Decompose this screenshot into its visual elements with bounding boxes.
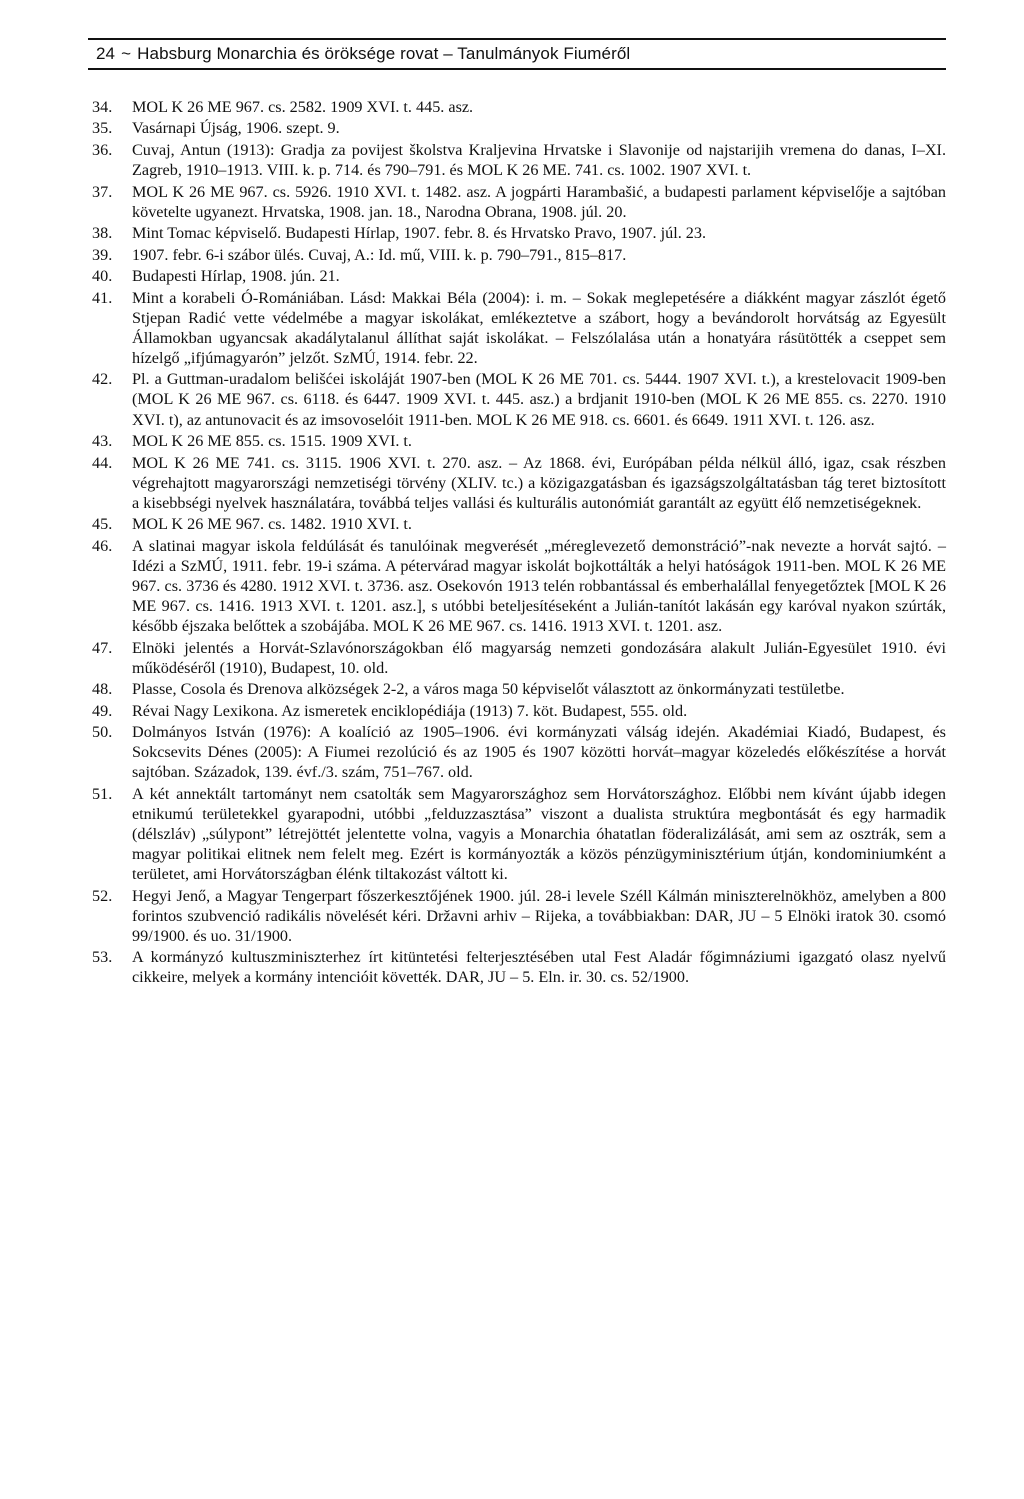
endnote-text: Mint Tomac képviselő. Budapesti Hírlap, 1907. febr. 8. és Hrvatsko Pravo, 1907. júl. 23. [132,224,707,243]
endnote-number: 38. [92,224,113,243]
endnote [88,886,946,946]
endnote-number: 41. [92,288,113,307]
endnote [88,97,946,117]
endnote-text: MOL K 26 ME 741. cs. 3115. 1906 XVI. t. 270. asz. – Az 1868. évi, Európában példa nélkül álló, igaz, csak részben végrehajtott magyarországi nemzetiségi törvény (XLIV. tc.) a közigazgatásban és igazságszolgáltatásban tág teret biztosított a kisebbségi nyelvek használatára, továbbá teljes vallási és kulturális autonómiát garantált az együtt élő nemzetiségeknek. [132,453,946,512]
endnote-number: 34. [92,98,113,116]
endnote [88,266,946,286]
endnote-number: 42. [92,370,113,389]
endnotes-list [88,97,946,989]
endnote [88,453,946,513]
endnote [88,245,946,265]
endnote-text: MOL K 26 ME 855. cs. 1515. 1909 XVI. t. [132,432,412,451]
endnote-number: 49. [92,701,113,720]
endnote [88,118,946,138]
endnote [88,514,946,534]
endnote [88,182,946,222]
endnote-number: 47. [92,638,113,657]
endnote [88,947,946,987]
endnote-text: Dolmányos István (1976): A koalíció az 1905–1906. évi kormányzati válság idején. Akadémiai Kiadó, Budapest, és Sokcsevits Dénes (2005): A Fiumei rezolúció és az 1905 és 1907 közötti horvát–magyar közeledés előkészítése a horvát sajtóban. Századok, 139. évf./3. szám, 751–767. old. [132,723,946,782]
endnote-number: 48. [92,680,113,699]
endnote-number: 35. [92,119,113,138]
page-number: 24 [96,44,116,63]
endnote-text: Budapesti Hírlap, 1908. jún. 21. [132,267,340,286]
endnote [88,638,946,678]
endnote-text: Cuvaj, Antun (1913): Gradja za povijest školstva Kraljevina Hrvatske i Slavonije od najstarijih vremena do danas, I–XI. Zagreb, 1910–1913. VIII. k. p. 714. és 790–791. és MOL K 26 ME. 741. cs. 1002. 1907 XVI. t. [132,140,946,180]
header-separator: ~ [121,44,132,63]
endnote-text: Pl. a Guttman-uradalom belišćei iskoláját 1907-ben (MOL K 26 ME 701. cs. 5444. 1907 XVI. t.), a krestelovacit 1909-ben (MOL K 26 ME 967. cs. 6118. és 6447. 1909 XVI. t. 445. asz.) a brdjanit 1910-ben (MOL K 26 ME 855. cs. 2270. 1910 XVI. t), az antunovacit és az imsovoselóit 1911-ben. MOL K 26 ME 918. cs. 6601. és 6649. 1911 XVI. t. 126. asz. [132,370,946,429]
endnote-text: MOL K 26 ME 967. cs. 1482. 1910 XVI. t. [132,515,412,534]
endnote [88,223,946,243]
endnote [88,288,946,368]
endnote-number: 50. [92,723,113,742]
endnote-text: Plasse, Cosola és Drenova alközségek 2-2, a város maga 50 képviselőt választott az önkormányzati testületbe. [132,680,845,699]
running-header [88,38,946,70]
endnote-text: 1907. febr. 6-i szábor ülés. Cuvaj, A.: Id. mű, VIII. k. p. 790–791., 815–817. [132,245,627,264]
endnote [88,369,946,429]
endnote-text: A slatinai magyar iskola feldúlását és tanulóinak megverését „méreglevezető demonstráció”-nak nevezte a horvát sajtó. – Idézi a SzMÚ, 1911. febr. 19-i száma. A pétervárad magyar iskolát bojkottálták a helyi hatóságok 1911-ben. MOL K 26 ME 967. cs. 3736 és 4280. 1912 XVI. t. 3736. asz. Osekovón 1913 telén robbantással és emberhalállal fenyegetőztek [MOL K 26 ME 967. cs. 1416. 1913 XVI. t. 1201. asz.], s utóbbi beteljesítéseként a Julián-tanítót lakásán egy karóval nyakon szúrták, később éjszaka belőttek a szobájába. MOL K 26 ME 967. cs. 1416. 1913 XVI. t. 1201. asz. [132,536,946,636]
endnote-number: 53. [92,948,113,967]
endnote-number: 37. [92,182,113,201]
endnote [88,722,946,782]
endnote [88,431,946,451]
endnote-text: A kormányzó kultuszminiszterhez írt kitüntetési felterjesztésében utal Fest Aladár főgimnáziumi igazgató olasz nyelvű cikkeire, melyek a kormány intencióit követték. DAR, JU – 5. Eln. ir. 30. cs. 52/1900. [132,948,946,987]
endnote-text: Hegyi Jenő, a Magyar Tengerpart főszerkesztőjének 1900. júl. 28-i levele Széll Kálmán miniszterelnökhöz, amelyben a 800 forintos szubvenció radikális növelését kéri. Državni arhiv – Rijeka, a továbbiakban: DAR, JU – 5 Elnöki iratok 30. csomó 99/1900. és uo. 31/1900. [132,886,946,945]
endnote-number: 45. [92,515,113,534]
endnote-number: 44. [92,453,113,472]
endnote-text: Révai Nagy Lexikona. Az ismeretek enciklopédiája (1913) 7. köt. Budapest, 555. old. [132,701,688,720]
endnote-number: 43. [92,432,113,451]
endnote-text: Mint a korabeli Ó-Romániában. Lásd: Makkai Béla (2004): i. m. – Sokak meglepetésére a diákként magyar zászlót égető Stjepan Radić vette védelmébe a magyar iskolákat, emlékeztetve a szábort, hogy a bevándorolt horvátság az Egyesült Államokban ugyancsak akadálytalanul állíthat saját iskolákat. – Felszólalása után a honatyára rásütötték a cseppet sem hízelgő „ifjúmagyarón” jelzőt. SzMÚ, 1914. febr. 22. [132,288,946,367]
endnote-number: 36. [92,140,113,159]
endnote-number: 51. [92,784,113,803]
endnote-text: Elnöki jelentés a Horvát-Szlavónországokban élő magyarság nemzeti gondozására alakult Julián-Egyesület 1910. évi működéséről (1910), Budapest, 10. old. [132,638,946,677]
endnote [88,679,946,699]
endnote [88,784,946,884]
endnote-number: 52. [92,886,113,905]
endnote-text: Vasárnapi Újság, 1906. szept. 9. [132,119,340,138]
endnote-text: A két annektált tartományt nem csatolták sem Magyarországhoz sem Horvátországhoz. Előbbi nem kívánt újabb idegen etnikumú területekkel gyarapodni, utóbbi „felduzzasztása” viszont a dualista struktúra megbontását és egy harmadik (délszláv) „súlypont” létrejöttét jelentette volna, vagyis a Monarchia óhatatlan föderalizálását, ami sem az osztrák, sem a magyar politikai elitnek nem felelt meg. Ezért is kormányozták a közös pénzügyminisztérium útján, kondominiumként a területet, ami Horvátországban élénk tiltakozást váltott ki. [132,784,946,884]
endnote [88,536,946,636]
endnote-text: MOL K 26 ME 967. cs. 2582. 1909 XVI. t. 445. asz. [132,98,474,116]
endnote [88,701,946,721]
endnote-number: 46. [92,536,113,555]
endnote [88,140,946,180]
header-title: Habsburg Monarchia és öröksége rovat – Tanulmányok Fiuméről [137,44,631,63]
endnote-text: MOL K 26 ME 967. cs. 5926. 1910 XVI. t. 1482. asz. A jogpárti Harambašić, a budapesti parlament képviselője a sajtóban követelte ugyanezt. Hrvatska, 1908. jan. 18., Narodna Obrana, 1908. júl. 20. [132,182,946,221]
endnote-number: 40. [92,267,113,286]
endnote-number: 39. [92,245,113,264]
